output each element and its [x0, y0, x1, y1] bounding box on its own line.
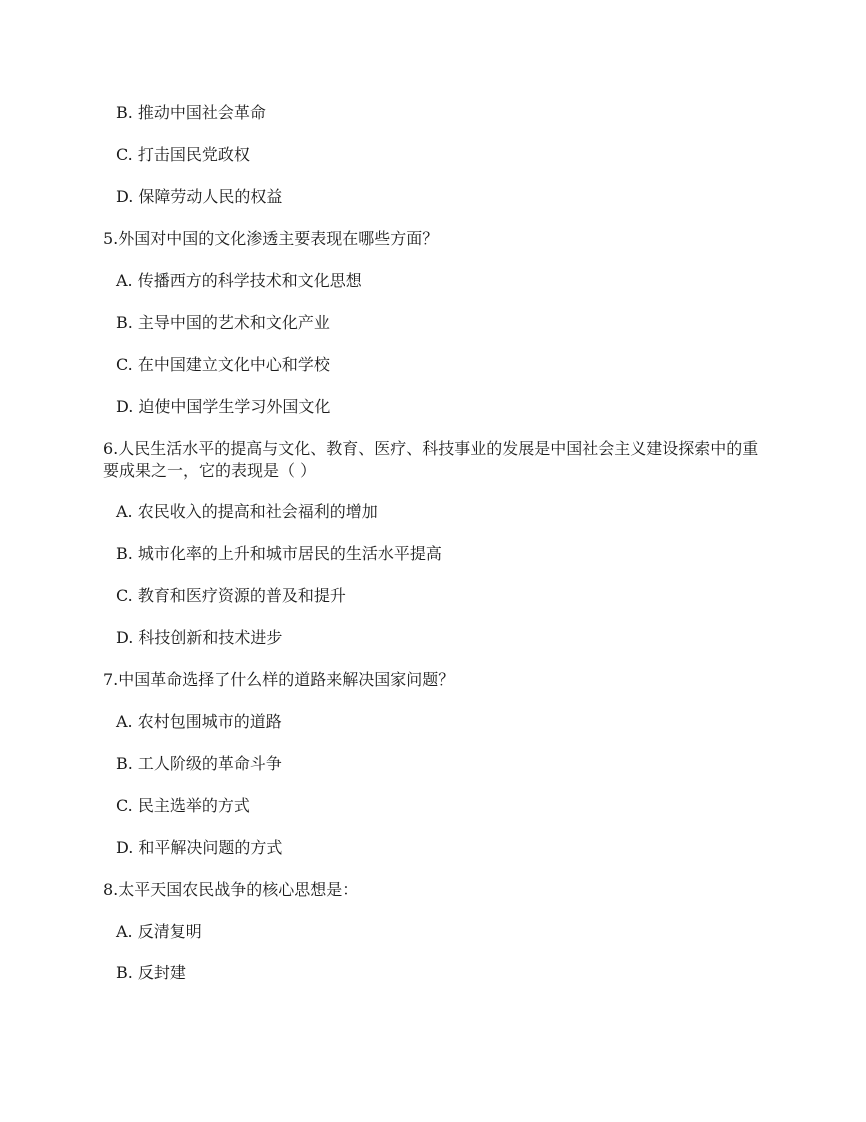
- option-7-d: D. 和平解决问题的方式: [116, 838, 283, 857]
- option-7-a: A. 农村包围城市的道路: [116, 712, 282, 731]
- option-5-a: A. 传播西方的科学技术和文化思想: [116, 271, 362, 290]
- question-6: 6.人民生活水平的提高与文化、教育、医疗、科技事业的发展是中国社会主义建设探索中的重要成果之一，它的表现是（ ）: [103, 439, 759, 480]
- option-7-b: B. 工人阶级的革命斗争: [116, 754, 282, 773]
- question-5: 5.外国对中国的文化渗透主要表现在哪些方面？: [103, 229, 439, 248]
- option-6-b: B. 城市化率的上升和城市居民的生活水平提高: [116, 544, 442, 563]
- option-4-d: D. 保障劳动人民的权益: [116, 187, 283, 206]
- option-4-b: B. 推动中国社会革命: [116, 103, 266, 122]
- option-4-c: C. 打击国民党政权: [116, 145, 250, 164]
- option-6-d: D. 科技创新和技术进步: [116, 628, 283, 647]
- option-5-b: B. 主导中国的艺术和文化产业: [116, 313, 330, 332]
- option-8-b: B. 反封建: [116, 963, 186, 982]
- option-5-d: D. 迫使中国学生学习外国文化: [116, 397, 331, 416]
- question-8: 8.太平天国农民战争的核心思想是：: [103, 880, 359, 899]
- option-7-c: C. 民主选举的方式: [116, 796, 250, 815]
- option-5-c: C. 在中国建立文化中心和学校: [116, 355, 330, 374]
- option-6-a: A. 农民收入的提高和社会福利的增加: [116, 502, 378, 521]
- question-7: 7.中国革命选择了什么样的道路来解决国家问题？: [103, 670, 455, 689]
- option-8-a: A. 反清复明: [116, 922, 202, 941]
- option-6-c: C. 教育和医疗资源的普及和提升: [116, 586, 346, 605]
